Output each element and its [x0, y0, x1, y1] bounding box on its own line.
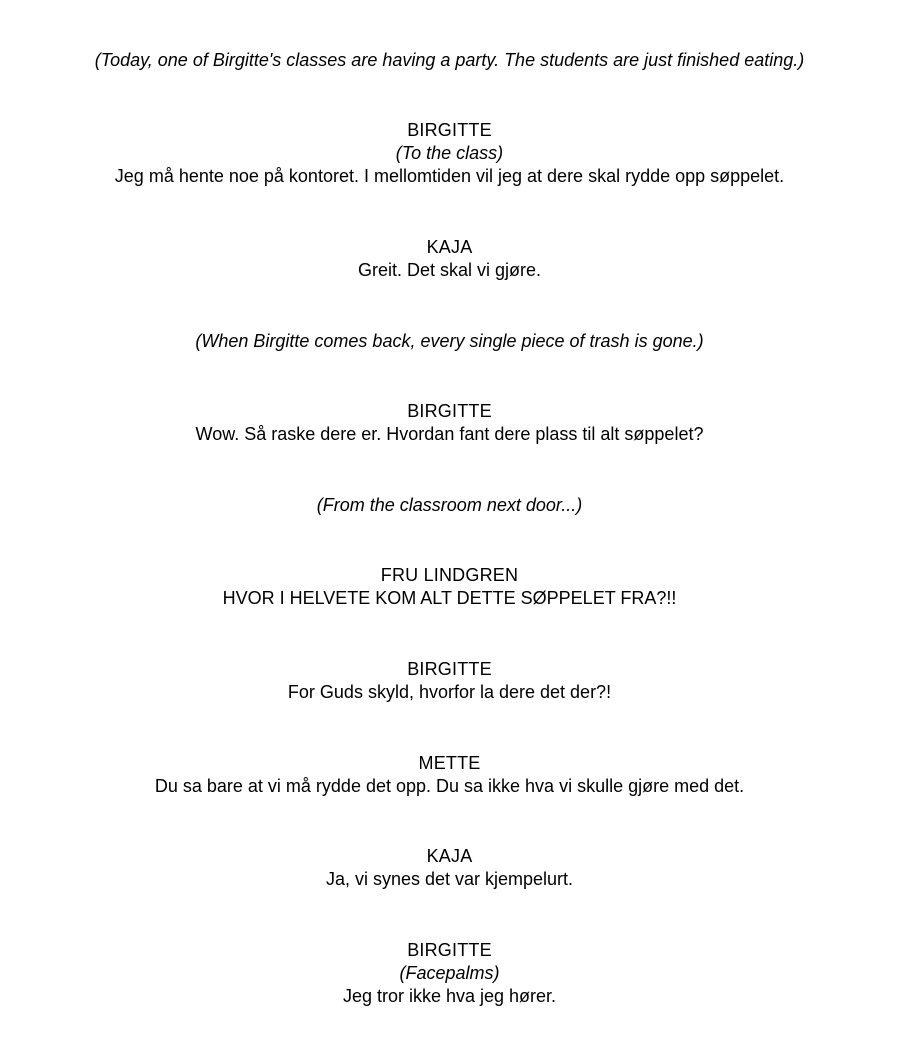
dialogue-line: Ja, vi synes det var kjempelurt. [325, 869, 574, 889]
stage-direction-text: (When Birgitte comes back, every single piece of trash is gone.) [195, 331, 704, 351]
speaker-name: BIRGITTE [407, 120, 492, 140]
stage-direction [0, 49, 899, 72]
dialogue-block [0, 400, 899, 446]
dialogue-block [0, 564, 899, 610]
speaker-name: BIRGITTE [407, 401, 492, 421]
dialogue-block [0, 845, 899, 891]
dialogue-block [0, 119, 899, 188]
speaker-name: KAJA [426, 237, 473, 257]
dialogue-line: Du sa bare at vi må rydde det opp. Du sa ikke hva vi skulle gjøre med det. [154, 776, 745, 796]
dialogue-block [0, 752, 899, 798]
speaker-name: METTE [418, 753, 481, 773]
speaker-name: FRU LINDGREN [380, 565, 519, 585]
stage-direction-text: (From the classroom next door...) [316, 495, 583, 515]
parenthetical: (To the class) [395, 143, 504, 163]
speaker-name: BIRGITTE [407, 659, 492, 679]
parenthetical: (Facepalms) [399, 963, 500, 983]
dialogue-block [0, 658, 899, 704]
dialogue-line: Wow. Så raske dere er. Hvordan fant dere plass til alt søppelet? [195, 424, 704, 444]
stage-direction [0, 330, 899, 353]
dialogue-line: Jeg tror ikke hva jeg hører. [342, 986, 557, 1006]
dialogue-line: HVOR I HELVETE KOM ALT DETTE SØPPELET FRA?!! [222, 588, 677, 608]
stage-direction-text: (Today, one of Birgitte's classes are having a party. The students are just finished eating.) [94, 50, 805, 70]
dialogue-line: For Guds skyld, hvorfor la dere det der?! [287, 682, 612, 702]
speaker-name: KAJA [426, 846, 473, 866]
dialogue-block [0, 939, 899, 1008]
dialogue-block [0, 236, 899, 282]
dialogue-line: Jeg må hente noe på kontoret. I mellomtiden vil jeg at dere skal rydde opp søppelet. [114, 166, 785, 186]
dialogue-line: Greit. Det skal vi gjøre. [357, 260, 542, 280]
stage-direction [0, 494, 899, 517]
speaker-name: BIRGITTE [407, 940, 492, 960]
